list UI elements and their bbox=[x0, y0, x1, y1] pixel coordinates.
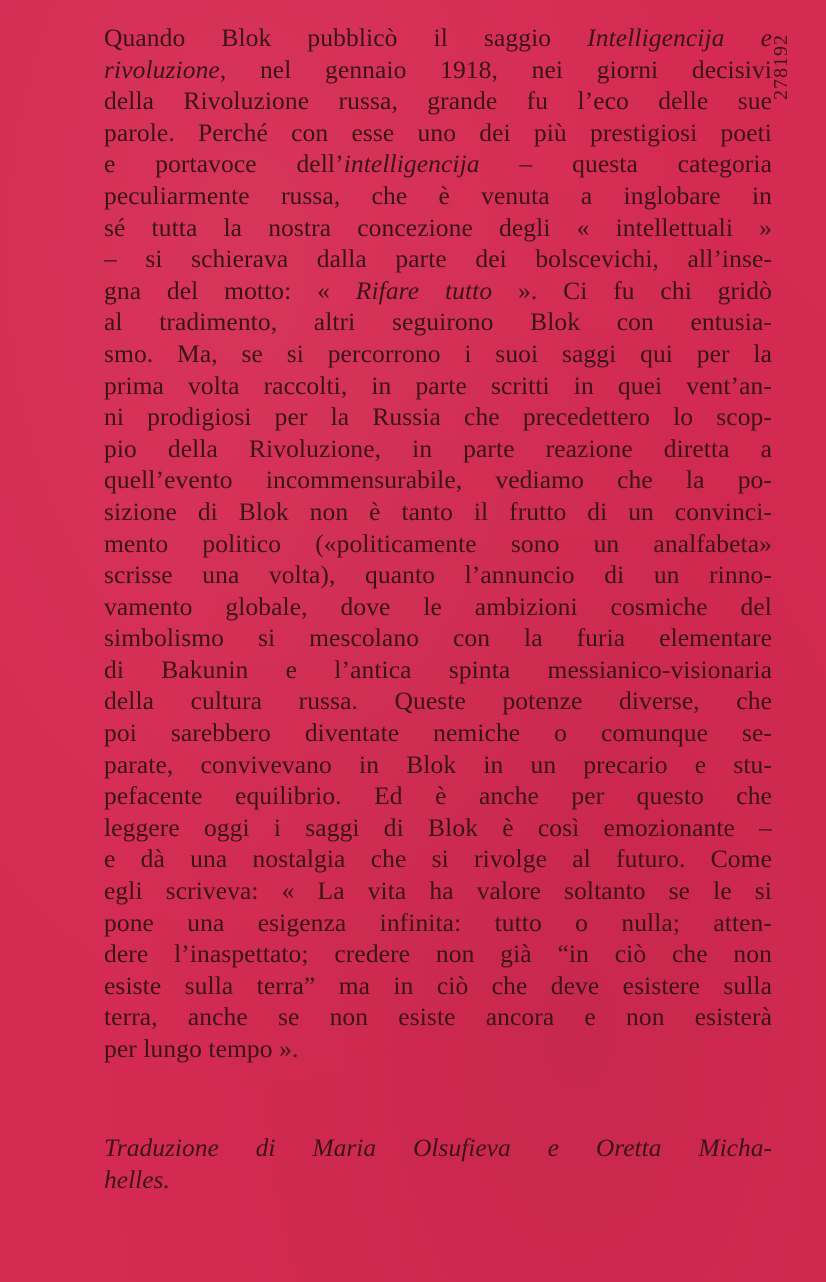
blurb-line bbox=[104, 401, 772, 433]
credit-line-1: Traduzione di Maria Olsufieva e Oretta Micha- bbox=[104, 1133, 772, 1162]
blurb-line bbox=[104, 749, 772, 781]
blurb-line bbox=[104, 654, 772, 686]
blurb-line bbox=[104, 306, 772, 338]
blurb-line bbox=[104, 338, 772, 370]
blurb-roman-text: – si schierava dalla parte dei bolscevichi, all’inse- bbox=[104, 244, 772, 274]
blurb-roman-text: pio della Rivoluzione, in parte reazione diretta a bbox=[104, 433, 772, 463]
blurb-line bbox=[104, 812, 772, 844]
blurb-roman-text: pone una esigenza infinita: tutto o nulla; atten- bbox=[104, 907, 772, 937]
blurb-line bbox=[104, 180, 772, 212]
credit-line-2: helles. bbox=[104, 1164, 170, 1194]
blurb-roman-text: vamento globale, dove le ambizioni cosmiche del bbox=[104, 591, 772, 621]
blurb-roman-text: di Bakunin e l’antica spinta messianico-visionaria bbox=[104, 654, 772, 684]
blurb-roman-text: poi sarebbero diventate nemiche o comunque se- bbox=[104, 718, 772, 748]
blurb-line bbox=[104, 559, 772, 591]
blurb-line bbox=[104, 464, 772, 496]
blurb-line bbox=[104, 370, 772, 402]
blurb-roman-text: e dà una nostalgia che si rivolge al futuro. Come bbox=[104, 844, 772, 874]
blurb-line bbox=[104, 622, 772, 654]
blurb-roman-text: simbolismo si mescolano con la furia elementare bbox=[104, 623, 772, 653]
blurb-roman-text: scrisse una volta), quanto l’annuncio di un rinno- bbox=[104, 560, 772, 590]
blurb-line bbox=[104, 496, 772, 528]
blurb-roman-text: pefacente equilibrio. Ed è anche per questo che bbox=[104, 781, 772, 811]
blurb-roman-text: e portavoce dell’ bbox=[104, 149, 344, 179]
blurb-roman-text: per lungo tempo ». bbox=[104, 1034, 299, 1063]
blurb-italic-text: Rifare tutto bbox=[355, 275, 493, 305]
blurb-line bbox=[104, 875, 772, 907]
blurb-roman-text: egli scriveva: « La vita ha valore soltanto se le si bbox=[104, 876, 772, 906]
translation-credit bbox=[104, 1132, 772, 1195]
blurb-roman-text: mento politico («politicamente sono un analfabeta» bbox=[104, 528, 772, 558]
blurb-line bbox=[104, 970, 772, 1002]
blurb-line bbox=[104, 243, 772, 275]
blurb-line bbox=[104, 907, 772, 939]
blurb-roman-text: – questa categoria bbox=[479, 149, 772, 179]
blurb-italic-text: intelligencija bbox=[343, 149, 480, 179]
blurb-italic-text: Intelligencija e bbox=[587, 23, 772, 52]
blurb-roman-text: terra, anche se non esiste ancora e non esisterà bbox=[104, 1002, 772, 1032]
blurb-line bbox=[104, 1001, 772, 1033]
blurb-line bbox=[104, 275, 772, 307]
blurb-roman-text: dere l’inaspettato; credere non già “in ciò che non bbox=[104, 939, 772, 969]
blurb-line bbox=[104, 54, 772, 86]
blurb-roman-text: Quando Blok pubblicò il saggio bbox=[104, 23, 588, 52]
blurb-roman-text: al tradimento, altri seguirono Blok con entusia- bbox=[104, 307, 772, 337]
blurb-line bbox=[104, 717, 772, 749]
blurb-roman-text: sé tutta la nostra concezione degli « intellettuali » bbox=[104, 212, 772, 242]
blurb-roman-text: della cultura russa. Queste potenze diverse, che bbox=[104, 686, 772, 716]
blurb-roman-text: gna del motto: « bbox=[104, 275, 356, 305]
blurb-roman-text: nel gennaio 1918, nei giorni decisivi bbox=[226, 54, 772, 84]
blurb-italic-text: rivoluzione, bbox=[104, 54, 227, 84]
blurb-line bbox=[104, 85, 772, 117]
blurb-roman-text: smo. Ma, se si percorrono i suoi saggi qui per la bbox=[104, 338, 772, 368]
blurb-line bbox=[104, 148, 772, 180]
blurb-roman-text: ». Ci fu chi gridò bbox=[492, 275, 772, 305]
blurb-line bbox=[104, 117, 772, 149]
blurb-line bbox=[104, 528, 772, 560]
blurb-roman-text: sizione di Blok non è tanto il frutto di un convinci- bbox=[104, 496, 772, 526]
blurb-line bbox=[104, 843, 772, 875]
blurb-line bbox=[104, 591, 772, 623]
blurb-roman-text: della Rivoluzione russa, grande fu l’eco delle sue bbox=[104, 86, 772, 116]
blurb-line bbox=[104, 22, 772, 54]
blurb-roman-text: peculiarmente russa, che è venuta a inglobare in bbox=[104, 180, 772, 210]
catalog-code: 278192 bbox=[770, 34, 792, 100]
blurb-line bbox=[104, 780, 772, 812]
blurb-line bbox=[104, 433, 772, 465]
blurb-line bbox=[104, 1033, 772, 1065]
blurb-line bbox=[104, 938, 772, 970]
blurb-roman-text: quell’evento incommensurabile, vediamo che la po- bbox=[104, 465, 772, 495]
blurb-roman-text: parate, convivevano in Blok in un precario e stu- bbox=[104, 749, 772, 779]
blurb-text bbox=[104, 22, 772, 1065]
blurb-line bbox=[104, 212, 772, 244]
blurb-roman-text: parole. Perché con esse uno dei più prestigiosi poeti bbox=[104, 117, 772, 147]
blurb-roman-text: esiste sulla terra” ma in ciò che deve esistere sulla bbox=[104, 970, 772, 1000]
blurb-roman-text: leggere oggi i saggi di Blok è così emozionante – bbox=[104, 812, 772, 842]
blurb-roman-text: prima volta raccolti, in parte scritti in quei vent’an- bbox=[104, 370, 772, 400]
blurb-roman-text: ni prodigiosi per la Russia che precedettero lo scop- bbox=[104, 402, 772, 432]
blurb-line bbox=[104, 685, 772, 717]
